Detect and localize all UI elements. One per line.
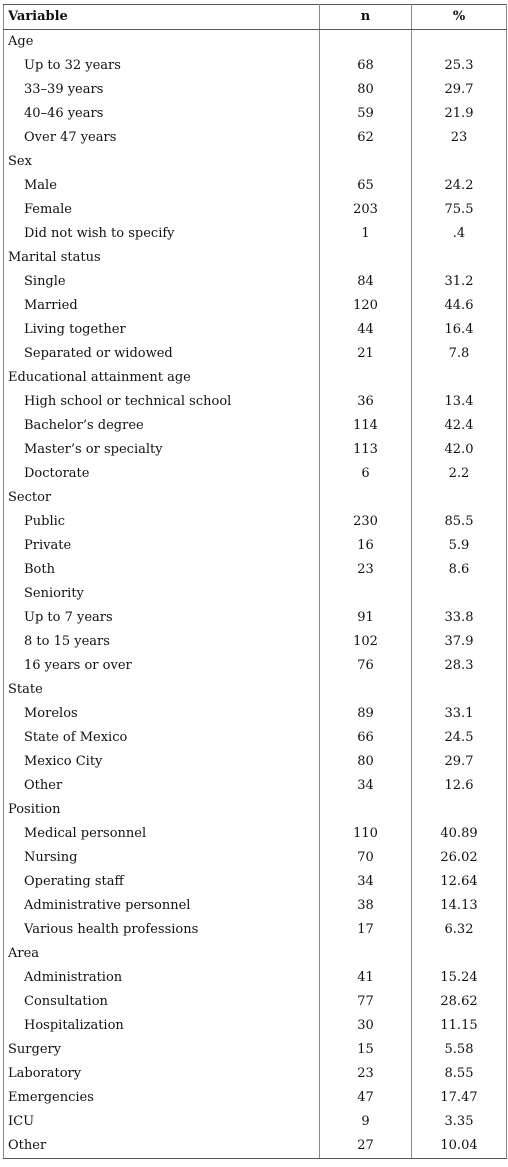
cell-n: 113 [320,438,412,462]
table-row [4,294,507,318]
table-row [4,846,507,870]
cell-n: 23 [320,558,412,582]
cell-variable: ICU [4,1110,320,1134]
cell-variable: State [4,678,320,702]
cell-percent: 5.9 [412,534,507,558]
cell-variable: Age [4,30,320,55]
cell-n: 89 [320,702,412,726]
table-section-row [4,246,507,270]
table-row [4,558,507,582]
cell-percent: 21.9 [412,102,507,126]
cell-percent: 29.7 [412,750,507,774]
cell-n: 6 [320,462,412,486]
table-row [4,102,507,126]
cell-n: 44 [320,318,412,342]
cell-percent: 33.8 [412,606,507,630]
table-section-row [4,30,507,55]
cell-percent [412,366,507,390]
cell-variable: Mexico City [4,750,320,774]
cell-variable: Surgery [4,1038,320,1062]
cell-percent: 25.3 [412,54,507,78]
cell-n: 9 [320,1110,412,1134]
cell-n: 59 [320,102,412,126]
cell-variable: 8 to 15 years [4,630,320,654]
cell-variable: Hospitalization [4,1014,320,1038]
cell-n: 66 [320,726,412,750]
cell-n: 77 [320,990,412,1014]
column-header-n: n [320,5,412,30]
cell-n: 80 [320,750,412,774]
table-row [4,870,507,894]
cell-percent: 24.5 [412,726,507,750]
cell-n: 102 [320,630,412,654]
table-row [4,222,507,246]
cell-percent: 42.4 [412,414,507,438]
column-header-variable: Variable [4,5,320,30]
cell-n: 230 [320,510,412,534]
cell-variable: 16 years or over [4,654,320,678]
cell-percent [412,942,507,966]
cell-percent [412,246,507,270]
cell-percent: 23 [412,126,507,150]
cell-n: 1 [320,222,412,246]
cell-variable: Consultation [4,990,320,1014]
cell-n: 41 [320,966,412,990]
cell-n: 84 [320,270,412,294]
table-row [4,1110,507,1134]
cell-n: 27 [320,1134,412,1159]
cell-percent: 11.15 [412,1014,507,1038]
cell-variable: Other [4,1134,320,1159]
cell-variable: Nursing [4,846,320,870]
cell-variable: Public [4,510,320,534]
cell-percent: 10.04 [412,1134,507,1159]
column-header-percent: % [412,5,507,30]
cell-variable: Administration [4,966,320,990]
table-section-row [4,582,507,606]
table-row [4,390,507,414]
cell-percent: 85.5 [412,510,507,534]
cell-n: 62 [320,126,412,150]
cell-percent [412,486,507,510]
cell-percent: 15.24 [412,966,507,990]
cell-variable: Other [4,774,320,798]
cell-n: 91 [320,606,412,630]
cell-variable: Both [4,558,320,582]
cell-n [320,30,412,55]
table-row [4,198,507,222]
cell-variable: Emergencies [4,1086,320,1110]
cell-n [320,246,412,270]
cell-variable: Separated or widowed [4,342,320,366]
cell-variable: Administrative personnel [4,894,320,918]
table-row [4,966,507,990]
cell-variable: Single [4,270,320,294]
cell-percent: 17.47 [412,1086,507,1110]
cell-percent: 40.89 [412,822,507,846]
cell-n: 68 [320,54,412,78]
table-row [4,630,507,654]
table-row [4,750,507,774]
table-row [4,78,507,102]
table-section-row [4,942,507,966]
cell-variable: Educational attainment age [4,366,320,390]
cell-variable: Private [4,534,320,558]
table-row [4,414,507,438]
cell-variable: Sector [4,486,320,510]
cell-percent: 12.64 [412,870,507,894]
table-row [4,318,507,342]
cell-variable: Position [4,798,320,822]
cell-variable: Up to 7 years [4,606,320,630]
table-row [4,1134,507,1159]
table-row [4,534,507,558]
table-row [4,126,507,150]
table-row [4,462,507,486]
cell-variable: Bachelor’s degree [4,414,320,438]
cell-n: 114 [320,414,412,438]
cell-percent [412,30,507,55]
table-row [4,822,507,846]
table-row [4,654,507,678]
cell-percent [412,678,507,702]
cell-percent: 29.7 [412,78,507,102]
cell-percent: 8.55 [412,1062,507,1086]
table-row [4,510,507,534]
cell-percent: 44.6 [412,294,507,318]
cell-n [320,942,412,966]
cell-variable: Operating staff [4,870,320,894]
cell-n: 23 [320,1062,412,1086]
cell-n: 47 [320,1086,412,1110]
cell-percent: 12.6 [412,774,507,798]
cell-n: 34 [320,774,412,798]
cell-n: 30 [320,1014,412,1038]
cell-variable: Area [4,942,320,966]
table-section-row [4,150,507,174]
table-section-row [4,486,507,510]
cell-percent: 5.58 [412,1038,507,1062]
cell-percent: 3.35 [412,1110,507,1134]
cell-percent: 7.8 [412,342,507,366]
cell-variable: State of Mexico [4,726,320,750]
cell-variable: Various health professions [4,918,320,942]
table-row [4,438,507,462]
cell-percent [412,150,507,174]
cell-n: 76 [320,654,412,678]
cell-variable: Did not wish to specify [4,222,320,246]
cell-n: 16 [320,534,412,558]
cell-variable: 33–39 years [4,78,320,102]
table-row [4,894,507,918]
cell-percent: 26.02 [412,846,507,870]
cell-percent: 13.4 [412,390,507,414]
cell-percent: 42.0 [412,438,507,462]
cell-n: 21 [320,342,412,366]
cell-percent: 8.6 [412,558,507,582]
table-section-row [4,798,507,822]
table-row [4,1086,507,1110]
cell-variable: Male [4,174,320,198]
cell-percent: 37.9 [412,630,507,654]
cell-percent: 75.5 [412,198,507,222]
cell-n [320,486,412,510]
table-row [4,702,507,726]
cell-n: 70 [320,846,412,870]
table-row [4,270,507,294]
table-section-row [4,366,507,390]
table-header-row [4,5,507,30]
cell-variable: High school or technical school [4,390,320,414]
cell-variable: Sex [4,150,320,174]
cell-variable: Morelos [4,702,320,726]
cell-percent: 28.3 [412,654,507,678]
cell-variable: Medical personnel [4,822,320,846]
table-row [4,1014,507,1038]
cell-variable: Up to 32 years [4,54,320,78]
table-row [4,174,507,198]
cell-percent: 33.1 [412,702,507,726]
table-row [4,342,507,366]
cell-n: 36 [320,390,412,414]
cell-n: 15 [320,1038,412,1062]
cell-variable: 40–46 years [4,102,320,126]
table-row [4,606,507,630]
cell-percent: 2.2 [412,462,507,486]
cell-variable: Master’s or specialty [4,438,320,462]
cell-variable: Married [4,294,320,318]
cell-variable: Marital status [4,246,320,270]
cell-percent: 16.4 [412,318,507,342]
table-row [4,54,507,78]
cell-percent: 31.2 [412,270,507,294]
cell-variable: Doctorate [4,462,320,486]
demographics-table [3,4,507,1159]
cell-percent: 24.2 [412,174,507,198]
cell-variable: Female [4,198,320,222]
cell-n: 120 [320,294,412,318]
table-section-row [4,678,507,702]
cell-n: 203 [320,198,412,222]
table-row [4,1038,507,1062]
table-row [4,990,507,1014]
cell-variable: Laboratory [4,1062,320,1086]
table-row [4,918,507,942]
cell-percent [412,582,507,606]
cell-n [320,150,412,174]
cell-n [320,366,412,390]
cell-n: 17 [320,918,412,942]
cell-n: 34 [320,870,412,894]
table-row [4,1062,507,1086]
cell-n: 65 [320,174,412,198]
cell-variable: Living together [4,318,320,342]
table-row [4,774,507,798]
table-body [4,30,507,1159]
cell-percent: .4 [412,222,507,246]
cell-percent: 28.62 [412,990,507,1014]
cell-n [320,582,412,606]
cell-percent: 14.13 [412,894,507,918]
cell-percent [412,798,507,822]
cell-n: 110 [320,822,412,846]
cell-variable: Seniority [4,582,320,606]
cell-percent: 6.32 [412,918,507,942]
table-row [4,726,507,750]
cell-n: 80 [320,78,412,102]
cell-variable: Over 47 years [4,126,320,150]
cell-n [320,678,412,702]
cell-n [320,798,412,822]
cell-n: 38 [320,894,412,918]
